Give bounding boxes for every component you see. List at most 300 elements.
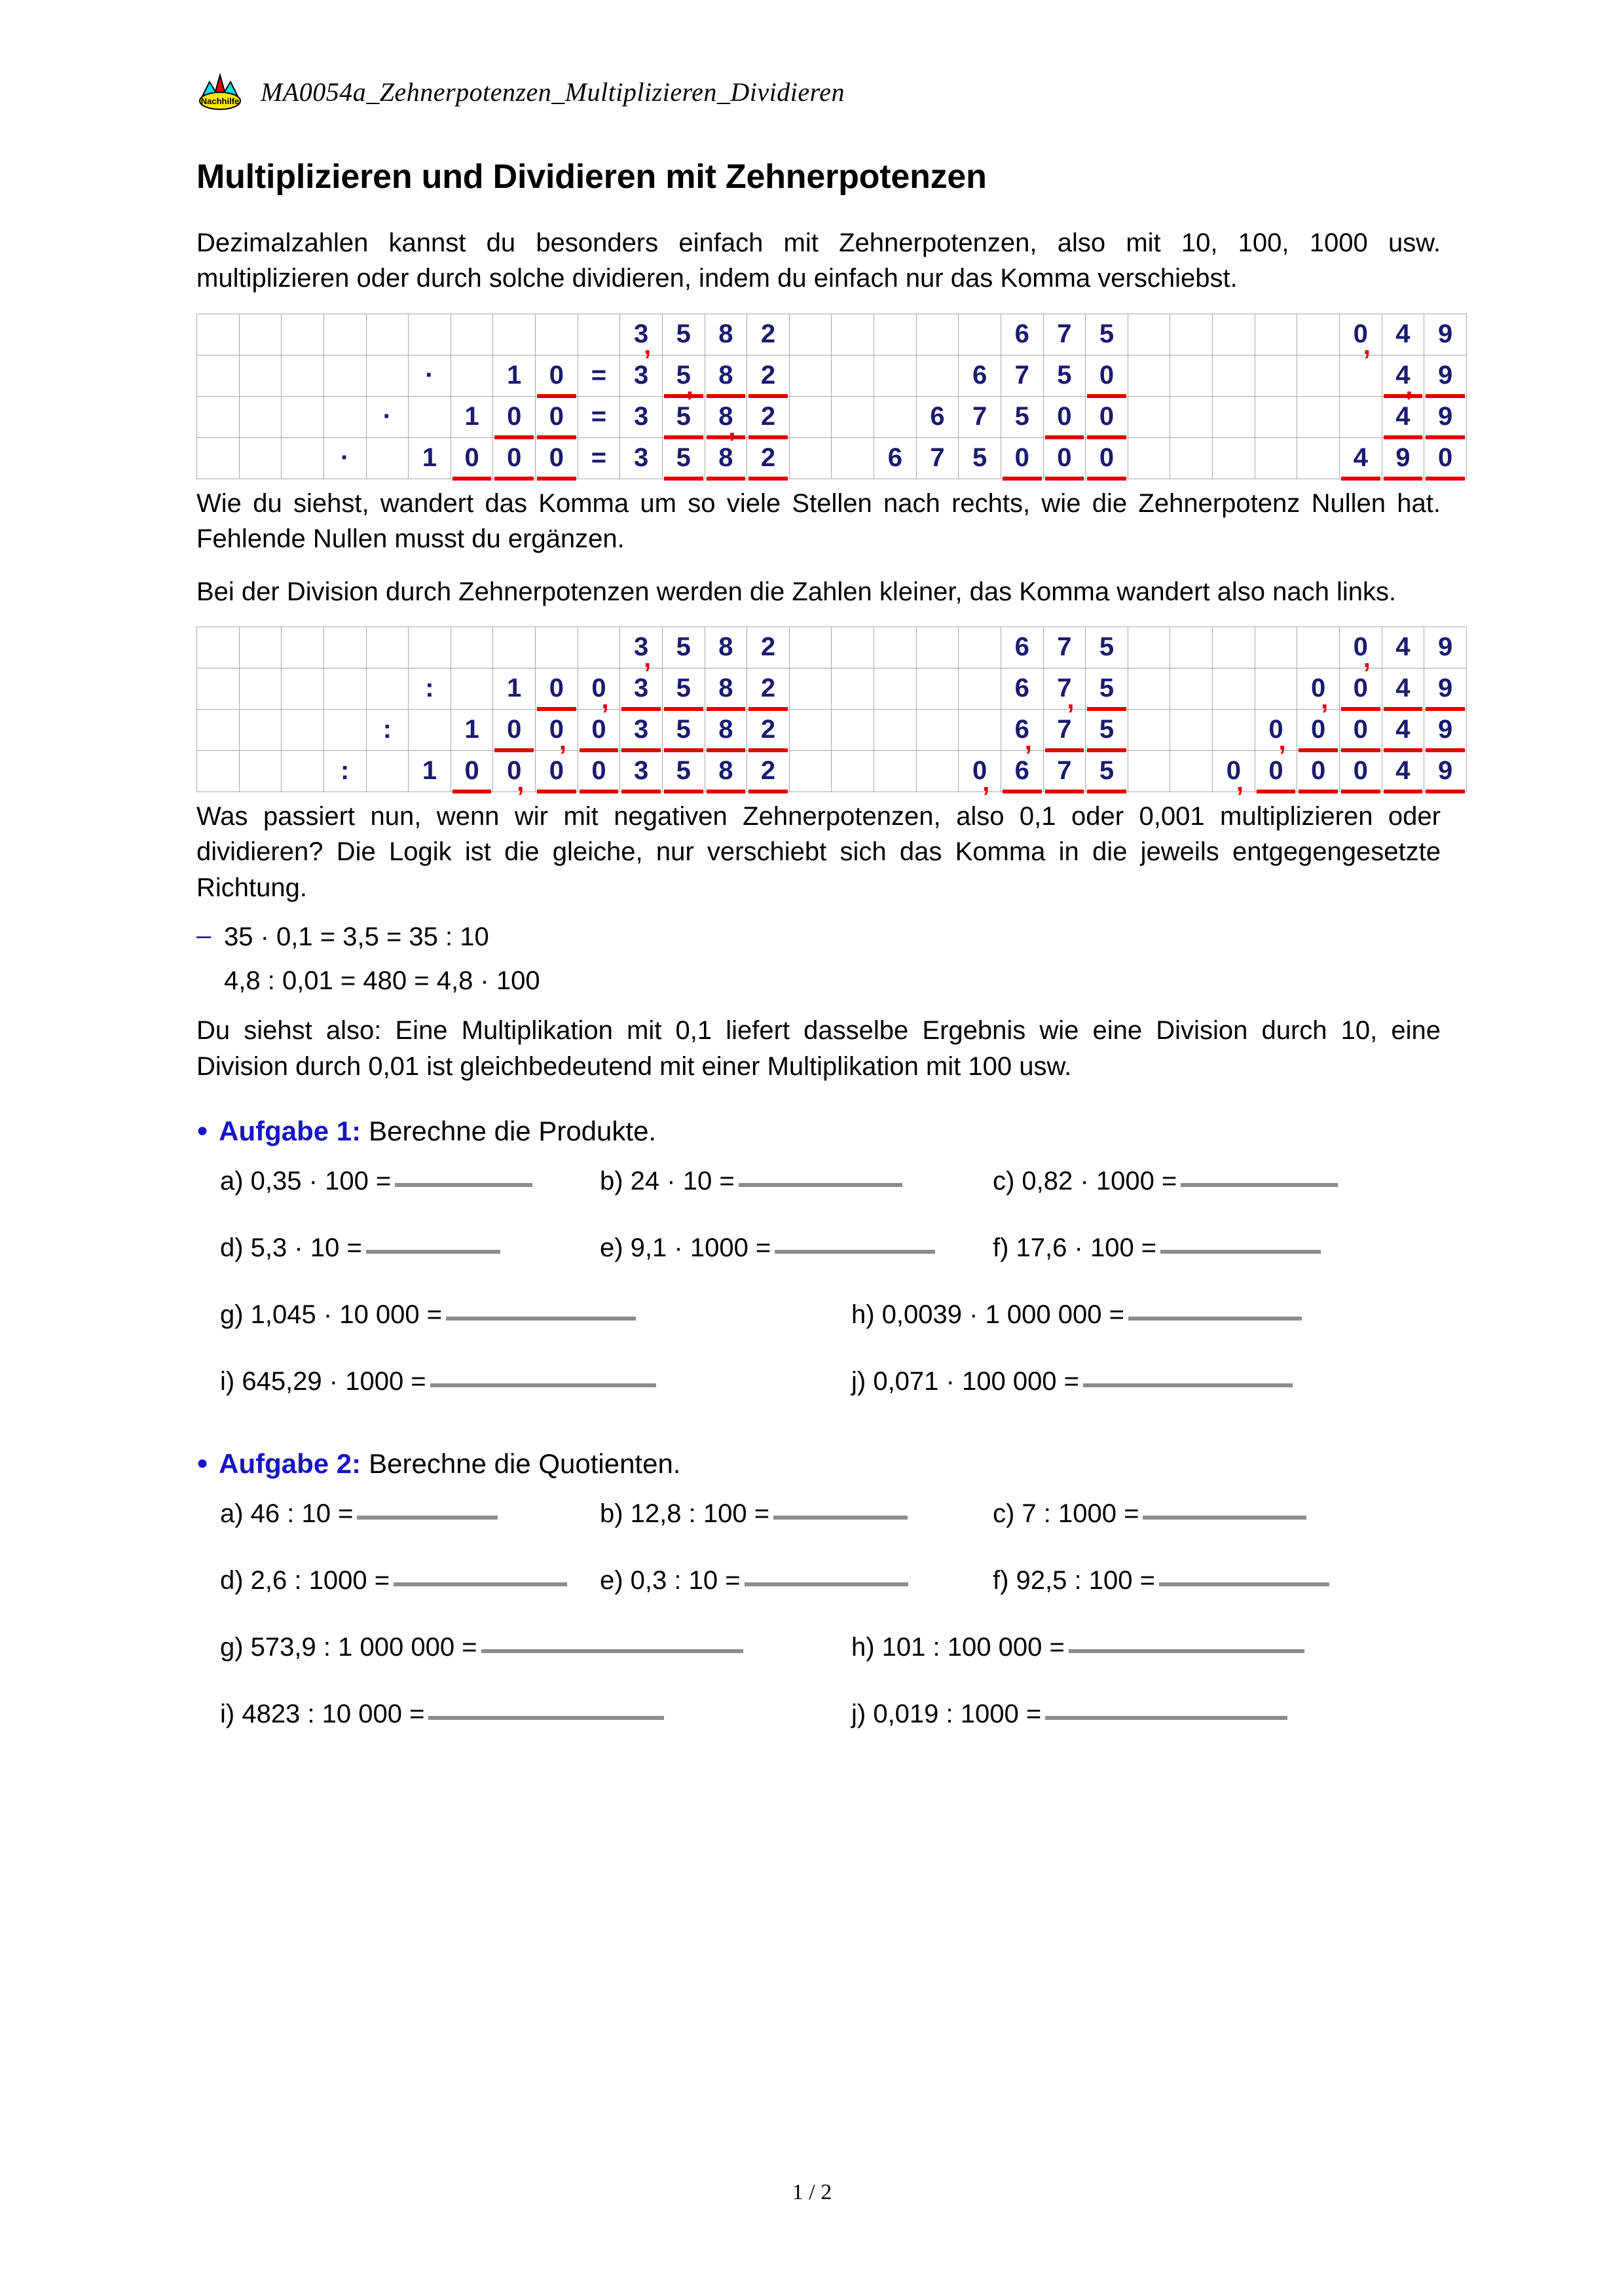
grid-cell <box>1297 627 1340 668</box>
grid-cell <box>1128 437 1170 479</box>
grid-cell <box>959 627 1001 668</box>
grid-row <box>197 668 1467 709</box>
grid-cell <box>451 668 493 709</box>
grid-cell: 2 <box>747 627 790 668</box>
task1-exercises <box>196 1167 1441 1417</box>
grid-cell: 0 <box>1086 437 1128 479</box>
grid-cell <box>959 668 1001 709</box>
grid-cell: 0 , <box>1213 750 1255 792</box>
grid-cell <box>1213 627 1255 668</box>
task1-description: Berechne die Produkte. <box>369 1115 657 1146</box>
answer-blank[interactable] <box>394 1582 567 1586</box>
grid-cell: 0 , <box>1339 627 1382 668</box>
formula-examples <box>196 922 1441 996</box>
grid-cell <box>1213 355 1255 396</box>
grid-cell <box>197 396 240 437</box>
grid-cell: 0 <box>536 437 578 479</box>
grid-cell: 2 <box>747 437 790 479</box>
grid-cell: 8 <box>705 627 747 668</box>
exercise-expression: h) 101 : 100 000 = <box>851 1632 1065 1662</box>
grid-cell <box>832 355 874 396</box>
grid-cell <box>832 437 874 479</box>
grid-cell <box>1255 314 1297 355</box>
grid-cell <box>239 627 282 668</box>
grid-cell: 8 <box>705 709 747 750</box>
grid-cell: 6 <box>1001 668 1043 709</box>
grid-cell <box>1297 314 1340 355</box>
grid-cell: : <box>323 750 366 792</box>
grid-cell <box>282 437 324 479</box>
intro-paragraph: Dezimalzahlen kannst du besonders einfach mit Zehnerpotenzen, also mit 10, 100, 1000 usw. multiplizieren oder durch solche dividieren, indem du einfach nur das Komma verschiebst. <box>196 228 1441 293</box>
grid-cell: 8 <box>705 668 747 709</box>
grid-cell: 7 , <box>1043 668 1086 709</box>
grid-cell: 0 <box>1339 750 1382 792</box>
grid-cell <box>874 668 917 709</box>
answer-blank[interactable] <box>395 1183 532 1187</box>
grid-cell <box>1255 437 1297 479</box>
answer-blank[interactable] <box>357 1516 498 1520</box>
grid-cell: 4 <box>1382 668 1424 709</box>
exercise-expression: a) 0,35 · 100 = <box>220 1166 392 1195</box>
grid-cell: 1 <box>409 750 451 792</box>
exercise-expression: g) 1,045 · 10 000 = <box>220 1300 443 1329</box>
grid-cell <box>239 437 282 479</box>
exercise-expression: c) 7 : 1000 = <box>993 1499 1139 1528</box>
task1-label: Aufgabe 1: <box>219 1115 361 1146</box>
grid-cell: 7 <box>1001 355 1043 396</box>
grid-row <box>197 437 1467 479</box>
grid-cell: 9 <box>1424 355 1467 396</box>
answer-blank[interactable] <box>1045 1716 1287 1720</box>
grid-cell <box>959 709 1001 750</box>
grid-cell <box>239 314 282 355</box>
task2-label: Aufgabe 2: <box>219 1448 361 1479</box>
exercise-item <box>220 1499 498 1529</box>
grid-cell: 5 <box>959 437 1001 479</box>
task2-description: Berechne die Quotienten. <box>369 1448 681 1479</box>
grid-cell: 5 <box>1086 709 1128 750</box>
exercise-expression: b) 24 · 10 = <box>600 1166 735 1195</box>
grid-cell <box>1128 668 1170 709</box>
grid-cell <box>282 314 324 355</box>
grid-cell: 0 <box>1255 750 1297 792</box>
grid-cell <box>409 627 451 668</box>
grid-cell <box>536 314 578 355</box>
grid-cell: 5 <box>662 750 705 792</box>
exercise-item <box>993 1167 1338 1196</box>
grid-cell <box>536 627 578 668</box>
answer-blank[interactable] <box>1181 1183 1338 1187</box>
grid-cell: 5 <box>662 437 705 479</box>
exercise-expression: e) 0,3 : 10 = <box>600 1565 741 1595</box>
grid-cell: 6 , <box>1001 709 1043 750</box>
exercise-item <box>220 1633 743 1662</box>
grid-cell <box>789 709 832 750</box>
exercise-item <box>851 1633 1304 1662</box>
grid-cell: 0 <box>493 709 536 750</box>
exercise-item <box>600 1167 902 1196</box>
grid-cell: 4 <box>1382 709 1424 750</box>
answer-blank[interactable] <box>1159 1582 1329 1586</box>
grid-cell <box>874 396 917 437</box>
after-mult-paragraph: Wie du siehst, wandert das Komma um so viele Stellen nach rechts, wie die Zehnerpotenz Nullen hat. Fehlende Nullen musst du ergänzen. <box>196 488 1441 554</box>
grid-cell: 0 , <box>1297 668 1340 709</box>
grid-cell: 0 <box>493 396 536 437</box>
grid-cell: 0 <box>451 437 493 479</box>
exercise-item <box>851 1300 1302 1330</box>
nachhilfe-logo-icon <box>196 71 244 112</box>
grid-cell: = <box>578 437 620 479</box>
answer-blank[interactable] <box>428 1716 664 1720</box>
grid-cell <box>366 750 409 792</box>
grid-cell <box>493 627 536 668</box>
grid-cell <box>1128 750 1170 792</box>
answer-blank[interactable] <box>446 1317 636 1321</box>
grid-cell <box>874 627 917 668</box>
grid-cell: 3 <box>620 355 663 396</box>
grid-cell: 9 <box>1424 627 1467 668</box>
grid-row <box>197 355 1467 396</box>
grid-cell <box>197 355 240 396</box>
exercise-item <box>220 1700 664 1729</box>
exercise-item <box>220 1300 636 1330</box>
grid-cell <box>832 314 874 355</box>
grid-cell: 0 <box>1086 355 1128 396</box>
exercise-expression: i) 645,29 · 1000 = <box>220 1366 426 1396</box>
exercise-item <box>600 1233 935 1263</box>
grid-cell: 0 <box>1043 396 1086 437</box>
grid-cell <box>451 627 493 668</box>
grid-cell <box>1128 396 1170 437</box>
grid-cell <box>1339 355 1382 396</box>
grid-cell: 9 <box>1424 668 1467 709</box>
grid-cell <box>789 396 832 437</box>
grid-cell: 4 <box>1339 437 1382 479</box>
exercise-row <box>196 1566 1441 1616</box>
grid-cell: 5 <box>1086 668 1128 709</box>
grid-cell: : <box>409 668 451 709</box>
grid-cell: 6 <box>874 437 917 479</box>
exercise-item <box>220 1566 567 1595</box>
grid-cell: 1 <box>493 668 536 709</box>
grid-cell: 2 <box>747 396 790 437</box>
grid-cell <box>1255 396 1297 437</box>
grid-cell: 5 <box>1086 627 1128 668</box>
bullet-icon: ● <box>196 1451 209 1474</box>
grid-cell <box>789 437 832 479</box>
grid-cell <box>451 314 493 355</box>
answer-blank[interactable] <box>745 1582 908 1586</box>
exercise-row <box>196 1633 1441 1683</box>
grid-cell: 5 <box>662 668 705 709</box>
grid-cell <box>916 750 959 792</box>
exercise-item <box>851 1700 1287 1729</box>
grid-cell: 5 <box>662 314 705 355</box>
grid-cell <box>916 355 959 396</box>
grid-cell <box>1213 396 1255 437</box>
answer-blank[interactable] <box>775 1250 935 1254</box>
grid-cell <box>1128 709 1170 750</box>
grid-cell: 6 <box>959 355 1001 396</box>
negative-powers-paragraph: Was passiert nun, wenn wir mit negativen Zehnerpotenzen, also 0,1 oder 0,001 multiplizieren oder dividieren? Die Logik ist die gleiche, nur verschiebt sich das Komma in die jeweils entgegengesetzte Richtung. <box>196 801 1441 902</box>
grid-cell <box>323 709 366 750</box>
grid-cell <box>832 668 874 709</box>
page-title: Multiplizieren und Dividieren mit Zehnerpotenzen <box>196 158 987 196</box>
task2-heading <box>196 1448 1441 1480</box>
grid-cell <box>832 627 874 668</box>
exercise-item <box>993 1499 1306 1529</box>
bullet-icon: ● <box>196 1119 209 1141</box>
grid-cell <box>1128 627 1170 668</box>
grid-cell: 0 <box>578 709 620 750</box>
grid-cell: 6 <box>1001 627 1043 668</box>
grid-cell: 0 , <box>1339 314 1382 355</box>
exercise-expression: b) 12,8 : 100 = <box>600 1499 770 1528</box>
grid-cell <box>1170 314 1213 355</box>
grid-cell: 0 <box>1339 668 1382 709</box>
grid-cell: = <box>578 396 620 437</box>
grid-cell: 0 <box>1297 750 1340 792</box>
grid-cell: 4 <box>1382 627 1424 668</box>
grid-cell <box>409 396 451 437</box>
grid-cell <box>789 355 832 396</box>
grid-cell: 3 , <box>620 627 663 668</box>
grid-cell: 1 <box>451 709 493 750</box>
division-grid-table <box>196 627 1467 792</box>
worksheet-content <box>196 157 1453 1766</box>
exercise-item <box>220 1167 532 1196</box>
grid-cell: 4 , <box>1382 355 1424 396</box>
grid-cell: 9 <box>1382 437 1424 479</box>
exercise-expression: h) 0,0039 · 1 000 000 = <box>851 1300 1124 1329</box>
grid-cell: 0 <box>536 668 578 709</box>
exercise-expression: f) 92,5 : 100 = <box>993 1565 1155 1595</box>
grid-cell: 5 <box>1086 314 1128 355</box>
grid-cell: 0 , <box>959 750 1001 792</box>
grid-cell <box>1255 355 1297 396</box>
grid-cell: 0 <box>1339 709 1382 750</box>
grid-cell: 3 <box>620 709 663 750</box>
exercise-item <box>993 1566 1329 1595</box>
grid-cell: 3 <box>620 396 663 437</box>
grid-cell: 0 <box>578 750 620 792</box>
exercise-expression: d) 2,6 : 1000 = <box>220 1565 390 1595</box>
grid-cell <box>789 750 832 792</box>
grid-cell: 3 , <box>620 314 663 355</box>
page-footer: 1 / 2 <box>792 2180 832 2204</box>
grid-cell: 3 <box>620 437 663 479</box>
grid-row <box>197 750 1467 792</box>
grid-cell <box>832 750 874 792</box>
conclusion-paragraph: Du siehst also: Eine Multiplikation mit 0,1 liefert dasselbe Ergebnis wie eine Division durch 10, eine Division durch 0,01 ist gleichbedeutend mit einer Multiplikation mit 100 usw. <box>196 1016 1441 1081</box>
formula-1: 35 · 0,1 = 3,5 = 35 : 10 <box>224 922 489 952</box>
exercise-row <box>196 1700 1441 1749</box>
grid-cell <box>1128 314 1170 355</box>
grid-cell <box>239 750 282 792</box>
grid-cell <box>789 627 832 668</box>
grid-cell <box>874 314 917 355</box>
answer-blank[interactable] <box>1128 1317 1302 1321</box>
grid-cell <box>451 355 493 396</box>
exercise-expression: a) 46 : 10 = <box>220 1499 354 1528</box>
grid-cell: 9 <box>1424 396 1467 437</box>
grid-cell: 6 <box>1001 750 1043 792</box>
grid-cell <box>282 750 324 792</box>
grid-cell <box>916 314 959 355</box>
grid-cell: = <box>578 355 620 396</box>
grid-cell <box>578 314 620 355</box>
svg-text:Nachhilfe: Nachhilfe <box>200 96 240 106</box>
grid-cell: · <box>409 355 451 396</box>
grid-cell <box>832 709 874 750</box>
grid-cell: 0 <box>1424 437 1467 479</box>
grid-cell <box>1213 709 1255 750</box>
grid-cell: 7 <box>1043 314 1086 355</box>
grid-cell <box>1297 396 1340 437</box>
exercise-row <box>196 1499 1441 1549</box>
grid-cell: 0 <box>536 355 578 396</box>
exercise-row <box>196 1300 1441 1350</box>
grid-cell: 0 <box>1297 709 1340 750</box>
answer-blank[interactable] <box>430 1383 656 1387</box>
grid-cell <box>239 668 282 709</box>
grid-cell: 0 <box>493 437 536 479</box>
grid-cell: · <box>366 396 409 437</box>
exercise-expression: d) 5,3 · 10 = <box>220 1233 362 1262</box>
grid-cell <box>366 355 409 396</box>
exercise-expression: g) 573,9 : 1 000 000 = <box>220 1632 477 1662</box>
grid-cell: 4 <box>1382 314 1424 355</box>
grid-cell: 5 , <box>662 355 705 396</box>
grid-row <box>197 396 1467 437</box>
grid-cell: 8 <box>705 437 747 479</box>
grid-cell <box>197 668 240 709</box>
answer-blank[interactable] <box>773 1516 908 1520</box>
grid-cell: 5 <box>1001 396 1043 437</box>
grid-cell: 3 <box>620 668 663 709</box>
grid-cell: 1 <box>409 437 451 479</box>
grid-cell <box>1170 709 1213 750</box>
grid-cell <box>1170 437 1213 479</box>
multiplication-grid-table <box>196 314 1467 479</box>
grid-row <box>197 627 1467 668</box>
answer-blank[interactable] <box>1069 1649 1304 1653</box>
grid-cell: 2 <box>747 709 790 750</box>
formula-row-1 <box>196 922 1441 952</box>
answer-blank[interactable] <box>366 1250 500 1254</box>
grid-cell: 9 <box>1424 709 1467 750</box>
grid-cell: 5 <box>1086 750 1128 792</box>
grid-cell <box>493 314 536 355</box>
grid-cell <box>1255 668 1297 709</box>
grid-cell: 0 <box>1001 437 1043 479</box>
grid-cell <box>1170 750 1213 792</box>
grid-cell: 8 <box>705 355 747 396</box>
exercise-item <box>600 1566 908 1595</box>
grid-cell <box>1170 627 1213 668</box>
grid-cell <box>323 668 366 709</box>
grid-cell <box>916 709 959 750</box>
grid-cell <box>1213 668 1255 709</box>
grid-cell: 0 <box>1043 437 1086 479</box>
grid-cell: 5 <box>662 709 705 750</box>
grid-cell: 4 <box>1382 396 1424 437</box>
grid-cell <box>1213 314 1255 355</box>
grid-cell <box>197 314 240 355</box>
grid-row <box>197 314 1467 355</box>
grid-cell: 7 <box>1043 709 1086 750</box>
before-div-paragraph: Bei der Division durch Zehnerpotenzen werden die Zahlen kleiner, das Komma wandert also nach links. <box>196 577 1397 606</box>
grid-cell <box>239 709 282 750</box>
grid-cell <box>874 355 917 396</box>
answer-blank[interactable] <box>739 1183 902 1187</box>
grid-cell <box>832 396 874 437</box>
grid-cell <box>282 709 324 750</box>
grid-cell <box>1170 396 1213 437</box>
exercise-item <box>220 1233 500 1263</box>
grid-cell <box>197 750 240 792</box>
exercise-row <box>196 1367 1441 1417</box>
grid-row <box>197 709 1467 750</box>
grid-cell <box>197 627 240 668</box>
grid-cell: · <box>323 437 366 479</box>
grid-cell: 0 <box>536 750 578 792</box>
grid-cell: 2 <box>747 314 790 355</box>
answer-blank[interactable] <box>481 1649 743 1653</box>
formula-row-2 <box>196 966 1441 996</box>
grid-cell <box>366 437 409 479</box>
exercise-row <box>196 1233 1441 1283</box>
grid-cell: 2 <box>747 355 790 396</box>
grid-cell <box>323 627 366 668</box>
grid-cell <box>916 668 959 709</box>
grid-cell: 3 <box>620 750 663 792</box>
grid-cell: 1 <box>451 396 493 437</box>
grid-cell <box>959 314 1001 355</box>
grid-cell: 9 <box>1424 314 1467 355</box>
grid-cell <box>282 396 324 437</box>
grid-cell <box>1170 355 1213 396</box>
answer-blank[interactable] <box>1143 1516 1306 1520</box>
grid-cell <box>323 355 366 396</box>
formula-2: 4,8 : 0,01 = 480 = 4,8 · 100 <box>224 966 540 996</box>
grid-cell: 8 , <box>705 396 747 437</box>
answer-blank[interactable] <box>1083 1383 1293 1387</box>
grid-cell: 5 <box>662 396 705 437</box>
grid-cell: 0 , <box>536 709 578 750</box>
grid-cell: 4 <box>1382 750 1424 792</box>
grid-cell: : <box>366 709 409 750</box>
grid-cell <box>1213 437 1255 479</box>
grid-cell: 0 <box>451 750 493 792</box>
grid-cell: 7 <box>916 437 959 479</box>
grid-cell: 6 <box>1001 314 1043 355</box>
grid-cell: 0 <box>1086 396 1128 437</box>
grid-cell <box>578 627 620 668</box>
grid-cell <box>366 668 409 709</box>
grid-cell <box>282 668 324 709</box>
grid-cell: 6 <box>916 396 959 437</box>
grid-cell: 2 <box>747 668 790 709</box>
grid-cell <box>282 627 324 668</box>
answer-blank[interactable] <box>1160 1250 1321 1254</box>
grid-cell <box>1297 437 1340 479</box>
exercise-expression: e) 9,1 · 1000 = <box>600 1233 771 1262</box>
grid-cell <box>239 355 282 396</box>
grid-cell <box>789 314 832 355</box>
exercise-expression: j) 0,019 : 1000 = <box>851 1699 1042 1728</box>
grid-cell <box>409 709 451 750</box>
